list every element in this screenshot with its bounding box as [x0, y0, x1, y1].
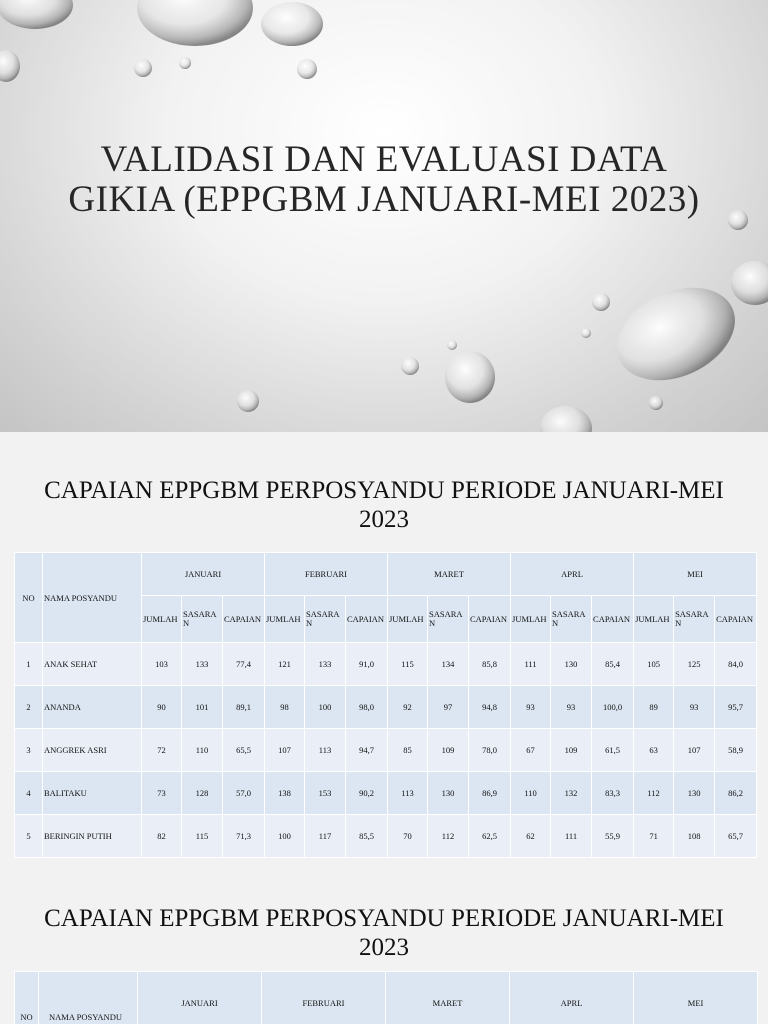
cell-value: 128 — [182, 772, 223, 815]
header-no: NO — [15, 972, 39, 1024]
cell-value: 90,2 — [346, 772, 388, 815]
cell-value: 85,5 — [346, 815, 388, 858]
cell-value: 125 — [674, 643, 715, 686]
cell-value: 94,8 — [469, 686, 511, 729]
cell-value: 132 — [551, 772, 592, 815]
cell-posyandu-name: ANAK SEHAT — [43, 643, 142, 686]
cell-value: 92 — [388, 686, 428, 729]
cell-value: 94,7 — [346, 729, 388, 772]
cell-value: 85 — [388, 729, 428, 772]
slide-title: CAPAIAN EPPGBM PERPOSYANDU PERIODE JANUARI-MEI 2023 — [44, 477, 724, 533]
posyandu-table — [14, 552, 757, 858]
cell-value: 133 — [182, 643, 223, 686]
cell-no: 2 — [15, 686, 43, 729]
cell-value: 105 — [634, 643, 674, 686]
table-slide-continued — [0, 864, 768, 1024]
cell-value: 138 — [265, 772, 305, 815]
cell-value: 98,0 — [346, 686, 388, 729]
title-slide — [0, 0, 768, 432]
table-body — [15, 643, 757, 858]
header-sasaran: SASARA N — [674, 596, 715, 643]
cell-value: 85,4 — [592, 643, 634, 686]
cell-value: 108 — [674, 815, 715, 858]
cell-value: 62 — [511, 815, 551, 858]
cell-value: 65,5 — [223, 729, 265, 772]
header-sasaran: SASARA N — [428, 596, 469, 643]
cell-value: 100,0 — [592, 686, 634, 729]
cell-value: 70 — [388, 815, 428, 858]
cell-value: 86,9 — [469, 772, 511, 815]
cell-no: 1 — [15, 643, 43, 686]
header-capaian: CAPAIAN — [715, 596, 757, 643]
cell-value: 95,7 — [715, 686, 757, 729]
cell-value: 71 — [634, 815, 674, 858]
cell-value: 98 — [265, 686, 305, 729]
cell-value: 111 — [551, 815, 592, 858]
cell-value: 67 — [511, 729, 551, 772]
cell-value: 61,5 — [592, 729, 634, 772]
cell-value: 71,3 — [223, 815, 265, 858]
cell-value: 115 — [182, 815, 223, 858]
cell-value: 110 — [511, 772, 551, 815]
header-month: MEI — [634, 553, 757, 596]
cell-value: 130 — [551, 643, 592, 686]
cell-value: 63 — [634, 729, 674, 772]
cell-value: 72 — [142, 729, 182, 772]
cell-value: 115 — [388, 643, 428, 686]
header-sasaran: SASARA N — [305, 596, 346, 643]
table-row — [15, 686, 757, 729]
cell-value: 133 — [305, 643, 346, 686]
slide-title: CAPAIAN EPPGBM PERPOSYANDU PERIODE JANUARI-MEI 2023 — [44, 905, 724, 961]
cell-value: 89,1 — [223, 686, 265, 729]
cell-no: 3 — [15, 729, 43, 772]
cell-value: 111 — [511, 643, 551, 686]
cell-value: 113 — [305, 729, 346, 772]
cell-value: 65,7 — [715, 815, 757, 858]
cell-posyandu-name: ANANDA — [43, 686, 142, 729]
cell-value: 77,4 — [223, 643, 265, 686]
cell-value: 109 — [551, 729, 592, 772]
cell-value: 121 — [265, 643, 305, 686]
slide-title: VALIDASI DAN EVALUASI DATA GIKIA (EPPGBM JANUARI-MEI 2023) — [68, 139, 700, 220]
cell-value: 85,8 — [469, 643, 511, 686]
cell-value: 57,0 — [223, 772, 265, 815]
cell-value: 100 — [265, 815, 305, 858]
cell-value: 109 — [428, 729, 469, 772]
posyandu-table — [14, 971, 758, 1024]
cell-value: 93 — [674, 686, 715, 729]
cell-value: 93 — [551, 686, 592, 729]
cell-value: 78,0 — [469, 729, 511, 772]
cell-value: 110 — [182, 729, 223, 772]
cell-value: 100 — [305, 686, 346, 729]
cell-value: 103 — [142, 643, 182, 686]
header-sasaran: SASARA N — [182, 596, 223, 643]
cell-value: 107 — [674, 729, 715, 772]
header-month: APRL — [511, 553, 634, 596]
cell-value: 55,9 — [592, 815, 634, 858]
header-sasaran: SASARA N — [551, 596, 592, 643]
cell-value: 83,3 — [592, 772, 634, 815]
cell-value: 97 — [428, 686, 469, 729]
cell-no: 4 — [15, 772, 43, 815]
cell-posyandu-name: BERINGIN PUTIH — [43, 815, 142, 858]
table-row — [15, 729, 757, 772]
header-capaian: CAPAIAN — [223, 596, 265, 643]
header-month: FEBRUARI — [262, 972, 386, 1024]
cell-posyandu-name: BALITAKU — [43, 772, 142, 815]
header-no: NO — [15, 553, 43, 643]
cell-value: 153 — [305, 772, 346, 815]
cell-posyandu-name: ANGGREK ASRI — [43, 729, 142, 772]
table-slide — [0, 432, 768, 864]
header-month: JANUARI — [138, 972, 262, 1024]
header-jumlah: JUMLAH — [388, 596, 428, 643]
cell-value: 90 — [142, 686, 182, 729]
table-row — [15, 772, 757, 815]
table-row — [15, 643, 757, 686]
cell-value: 113 — [388, 772, 428, 815]
cell-value: 130 — [674, 772, 715, 815]
cell-value: 89 — [634, 686, 674, 729]
header-name: NAMA POSYANDU — [39, 972, 138, 1024]
cell-value: 73 — [142, 772, 182, 815]
cell-value: 101 — [182, 686, 223, 729]
header-capaian: CAPAIAN — [469, 596, 511, 643]
cell-no: 5 — [15, 815, 43, 858]
header-month: MARET — [386, 972, 510, 1024]
cell-value: 93 — [511, 686, 551, 729]
cell-value: 91,0 — [346, 643, 388, 686]
cell-value: 117 — [305, 815, 346, 858]
header-month: MARET — [388, 553, 511, 596]
cell-value: 86,2 — [715, 772, 757, 815]
cell-value: 107 — [265, 729, 305, 772]
cell-value: 58,9 — [715, 729, 757, 772]
header-month: JANUARI — [142, 553, 265, 596]
header-jumlah: JUMLAH — [634, 596, 674, 643]
table-row — [15, 815, 757, 858]
cell-value: 134 — [428, 643, 469, 686]
header-month: FEBRUARI — [265, 553, 388, 596]
cell-value: 112 — [634, 772, 674, 815]
cell-value: 82 — [142, 815, 182, 858]
cell-value: 62,5 — [469, 815, 511, 858]
header-name: NAMA POSYANDU — [43, 553, 142, 643]
header-jumlah: JUMLAH — [265, 596, 305, 643]
header-jumlah: JUMLAH — [142, 596, 182, 643]
header-capaian: CAPAIAN — [592, 596, 634, 643]
cell-value: 130 — [428, 772, 469, 815]
cell-value: 112 — [428, 815, 469, 858]
header-month: MEI — [634, 972, 758, 1024]
header-month: APRL — [510, 972, 634, 1024]
header-capaian: CAPAIAN — [346, 596, 388, 643]
header-jumlah: JUMLAH — [511, 596, 551, 643]
cell-value: 84,0 — [715, 643, 757, 686]
